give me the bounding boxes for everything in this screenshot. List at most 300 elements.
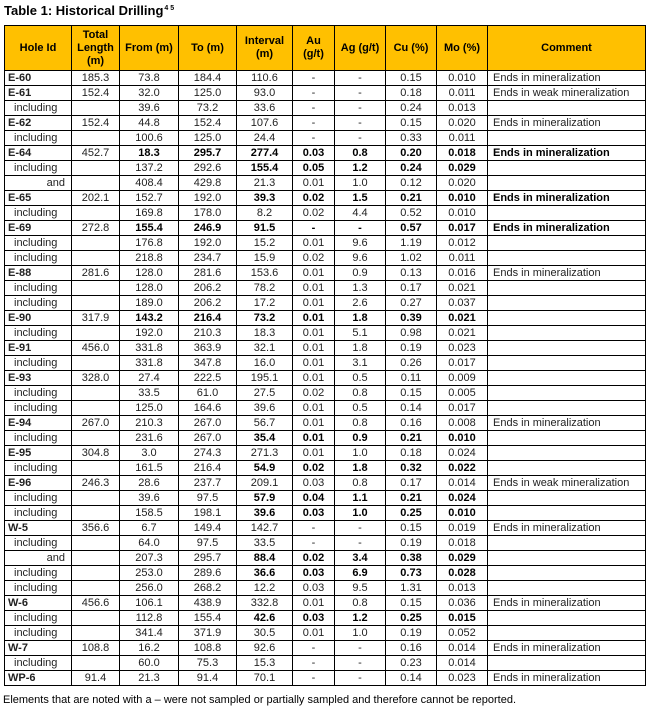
comment-cell (488, 176, 646, 191)
comment-cell (488, 326, 646, 341)
total-length-cell (72, 491, 120, 506)
interval-cell: 91.5 (237, 221, 293, 236)
table-row (5, 611, 646, 626)
mo-cell: 0.015 (437, 611, 488, 626)
mo-cell: 0.020 (437, 176, 488, 191)
mo-cell: 0.010 (437, 431, 488, 446)
ag-cell: 0.8 (335, 596, 386, 611)
hole-id-cell: including (5, 626, 72, 641)
hole-id-cell: including (5, 506, 72, 521)
comment-cell (488, 431, 646, 446)
mo-cell: 0.014 (437, 476, 488, 491)
table-row (5, 356, 646, 371)
au-cell: 0.02 (293, 551, 335, 566)
au-cell: 0.02 (293, 191, 335, 206)
total-length-cell: 317.9 (72, 311, 120, 326)
au-cell: - (293, 71, 335, 86)
ag-cell: - (335, 131, 386, 146)
hole-id-cell: E-93 (5, 371, 72, 386)
hole-id-cell: including (5, 386, 72, 401)
cu-cell: 0.18 (386, 446, 437, 461)
from-cell: 18.3 (120, 146, 179, 161)
to-cell: 206.2 (179, 296, 237, 311)
total-length-cell (72, 431, 120, 446)
hole-id-cell: including (5, 206, 72, 221)
ag-cell: 9.6 (335, 251, 386, 266)
from-cell: 143.2 (120, 311, 179, 326)
to-cell: 152.4 (179, 116, 237, 131)
total-length-cell (72, 161, 120, 176)
cu-cell: 0.19 (386, 341, 437, 356)
comment-cell (488, 491, 646, 506)
interval-cell: 17.2 (237, 296, 293, 311)
interval-cell: 70.1 (237, 671, 293, 686)
from-cell: 408.4 (120, 176, 179, 191)
from-cell: 161.5 (120, 461, 179, 476)
hole-id-cell: including (5, 251, 72, 266)
from-cell: 106.1 (120, 596, 179, 611)
to-cell: 429.8 (179, 176, 237, 191)
from-cell: 64.0 (120, 536, 179, 551)
ag-cell: - (335, 656, 386, 671)
interval-cell: 12.2 (237, 581, 293, 596)
total-length-cell (72, 536, 120, 551)
interval-cell: 15.3 (237, 656, 293, 671)
au-cell: 0.01 (293, 281, 335, 296)
cu-cell: 0.39 (386, 311, 437, 326)
comment-cell: Ends in mineralization (488, 671, 646, 686)
cu-cell: 0.17 (386, 281, 437, 296)
interval-cell: 24.4 (237, 131, 293, 146)
table-row (5, 446, 646, 461)
cu-cell: 0.15 (386, 386, 437, 401)
au-cell: 0.04 (293, 491, 335, 506)
au-cell: 0.01 (293, 311, 335, 326)
ag-cell: 0.8 (335, 416, 386, 431)
from-cell: 169.8 (120, 206, 179, 221)
comment-cell (488, 206, 646, 221)
au-cell: 0.01 (293, 431, 335, 446)
table-row (5, 191, 646, 206)
comment-cell: Ends in mineralization (488, 146, 646, 161)
mo-cell: 0.010 (437, 506, 488, 521)
comment-cell: Ends in mineralization (488, 641, 646, 656)
table-row (5, 386, 646, 401)
au-cell: - (293, 116, 335, 131)
to-cell: 295.7 (179, 146, 237, 161)
total-length-cell (72, 101, 120, 116)
interval-cell: 27.5 (237, 386, 293, 401)
to-cell: 184.4 (179, 71, 237, 86)
table-row (5, 236, 646, 251)
from-cell: 112.8 (120, 611, 179, 626)
hole-id-cell: including (5, 161, 72, 176)
cu-cell: 0.32 (386, 461, 437, 476)
column-header-from: From (m) (120, 26, 179, 71)
table-row (5, 491, 646, 506)
mo-cell: 0.036 (437, 596, 488, 611)
total-length-cell: 304.8 (72, 446, 120, 461)
to-cell: 125.0 (179, 86, 237, 101)
ag-cell: 5.1 (335, 326, 386, 341)
from-cell: 210.3 (120, 416, 179, 431)
au-cell: - (293, 221, 335, 236)
hole-id-cell: E-91 (5, 341, 72, 356)
comment-cell (488, 131, 646, 146)
ag-cell: - (335, 641, 386, 656)
comment-cell: Ends in weak mineralization (488, 86, 646, 101)
mo-cell: 0.014 (437, 656, 488, 671)
table-row (5, 551, 646, 566)
hole-id-cell: E-62 (5, 116, 72, 131)
total-length-cell: 456.0 (72, 341, 120, 356)
au-cell: - (293, 671, 335, 686)
cu-cell: 0.24 (386, 161, 437, 176)
table-row (5, 101, 646, 116)
mo-cell: 0.019 (437, 521, 488, 536)
mo-cell: 0.018 (437, 146, 488, 161)
hole-id-cell: E-95 (5, 446, 72, 461)
to-cell: 222.5 (179, 371, 237, 386)
total-length-cell: 328.0 (72, 371, 120, 386)
au-cell: 0.02 (293, 251, 335, 266)
to-cell: 274.3 (179, 446, 237, 461)
to-cell: 216.4 (179, 311, 237, 326)
hole-id-cell: including (5, 656, 72, 671)
cu-cell: 0.18 (386, 86, 437, 101)
table-row (5, 341, 646, 356)
column-header-cu: Cu (%) (386, 26, 437, 71)
comment-cell (488, 386, 646, 401)
mo-cell: 0.029 (437, 551, 488, 566)
comment-cell (488, 446, 646, 461)
interval-cell: 15.9 (237, 251, 293, 266)
hole-id-cell: including (5, 101, 72, 116)
au-cell: 0.01 (293, 236, 335, 251)
cu-cell: 0.52 (386, 206, 437, 221)
historical-drilling-table (4, 25, 646, 686)
hole-id-cell: including (5, 611, 72, 626)
ag-cell: - (335, 101, 386, 116)
interval-cell: 195.1 (237, 371, 293, 386)
mo-cell: 0.017 (437, 221, 488, 236)
ag-cell: 1.8 (335, 461, 386, 476)
mo-cell: 0.017 (437, 356, 488, 371)
to-cell: 178.0 (179, 206, 237, 221)
table-row (5, 596, 646, 611)
interval-cell: 15.2 (237, 236, 293, 251)
mo-cell: 0.013 (437, 101, 488, 116)
ag-cell: 9.5 (335, 581, 386, 596)
au-cell: - (293, 86, 335, 101)
mo-cell: 0.010 (437, 191, 488, 206)
cu-cell: 0.21 (386, 491, 437, 506)
table-header-row (5, 26, 646, 71)
total-length-cell (72, 281, 120, 296)
cu-cell: 0.20 (386, 146, 437, 161)
cu-cell: 0.15 (386, 596, 437, 611)
mo-cell: 0.009 (437, 371, 488, 386)
title-footnote-ref: 4 5 (164, 5, 175, 12)
from-cell: 44.8 (120, 116, 179, 131)
au-cell: 0.02 (293, 461, 335, 476)
to-cell: 192.0 (179, 191, 237, 206)
from-cell: 331.8 (120, 356, 179, 371)
to-cell: 246.9 (179, 221, 237, 236)
mo-cell: 0.022 (437, 461, 488, 476)
interval-cell: 33.6 (237, 101, 293, 116)
from-cell: 207.3 (120, 551, 179, 566)
from-cell: 125.0 (120, 401, 179, 416)
mo-cell: 0.013 (437, 581, 488, 596)
ag-cell: 1.8 (335, 341, 386, 356)
ag-cell: - (335, 671, 386, 686)
au-cell: 0.01 (293, 626, 335, 641)
table-row (5, 86, 646, 101)
au-cell: 0.01 (293, 296, 335, 311)
from-cell: 137.2 (120, 161, 179, 176)
cu-cell: 0.15 (386, 71, 437, 86)
table-row (5, 656, 646, 671)
mo-cell: 0.008 (437, 416, 488, 431)
from-cell: 100.6 (120, 131, 179, 146)
mo-cell: 0.037 (437, 296, 488, 311)
to-cell: 75.3 (179, 656, 237, 671)
interval-cell: 110.6 (237, 71, 293, 86)
interval-cell: 36.6 (237, 566, 293, 581)
interval-cell: 107.6 (237, 116, 293, 131)
from-cell: 158.5 (120, 506, 179, 521)
hole-id-cell: E-60 (5, 71, 72, 86)
total-length-cell: 272.8 (72, 221, 120, 236)
to-cell: 192.0 (179, 236, 237, 251)
hole-id-cell: including (5, 431, 72, 446)
hole-id-cell: including (5, 131, 72, 146)
hole-id-cell: including (5, 296, 72, 311)
mo-cell: 0.011 (437, 86, 488, 101)
au-cell: - (293, 656, 335, 671)
au-cell: - (293, 101, 335, 116)
table-row (5, 71, 646, 86)
ag-cell: 1.8 (335, 311, 386, 326)
to-cell: 61.0 (179, 386, 237, 401)
ag-cell: - (335, 521, 386, 536)
table-row (5, 566, 646, 581)
mo-cell: 0.021 (437, 326, 488, 341)
au-cell: 0.01 (293, 326, 335, 341)
comment-cell: Ends in mineralization (488, 416, 646, 431)
from-cell: 341.4 (120, 626, 179, 641)
interval-cell: 30.5 (237, 626, 293, 641)
comment-cell: Ends in mineralization (488, 191, 646, 206)
table-row (5, 131, 646, 146)
comment-cell (488, 356, 646, 371)
total-length-cell (72, 206, 120, 221)
from-cell: 253.0 (120, 566, 179, 581)
comment-cell (488, 371, 646, 386)
ag-cell: 1.0 (335, 176, 386, 191)
interval-cell: 33.5 (237, 536, 293, 551)
hole-id-cell: including (5, 401, 72, 416)
mo-cell: 0.016 (437, 266, 488, 281)
column-header-total-length: Total Length (m) (72, 26, 120, 71)
to-cell: 267.0 (179, 431, 237, 446)
total-length-cell (72, 326, 120, 341)
ag-cell: 0.9 (335, 431, 386, 446)
mo-cell: 0.021 (437, 311, 488, 326)
interval-cell: 209.1 (237, 476, 293, 491)
from-cell: 27.4 (120, 371, 179, 386)
table-row (5, 476, 646, 491)
column-header-au: Au (g/t) (293, 26, 335, 71)
au-cell: 0.01 (293, 446, 335, 461)
from-cell: 32.0 (120, 86, 179, 101)
total-length-cell (72, 656, 120, 671)
ag-cell: 4.4 (335, 206, 386, 221)
cu-cell: 0.57 (386, 221, 437, 236)
cu-cell: 0.15 (386, 116, 437, 131)
to-cell: 295.7 (179, 551, 237, 566)
mo-cell: 0.014 (437, 641, 488, 656)
hole-id-cell: including (5, 326, 72, 341)
ag-cell: 0.9 (335, 266, 386, 281)
hole-id-cell: E-64 (5, 146, 72, 161)
comment-cell: Ends in mineralization (488, 71, 646, 86)
mo-cell: 0.023 (437, 341, 488, 356)
cu-cell: 0.11 (386, 371, 437, 386)
mo-cell: 0.024 (437, 491, 488, 506)
to-cell: 237.7 (179, 476, 237, 491)
total-length-cell: 108.8 (72, 641, 120, 656)
cu-cell: 0.26 (386, 356, 437, 371)
ag-cell: - (335, 221, 386, 236)
au-cell: - (293, 521, 335, 536)
hole-id-cell: E-90 (5, 311, 72, 326)
to-cell: 149.4 (179, 521, 237, 536)
cu-cell: 0.33 (386, 131, 437, 146)
table-title (4, 3, 174, 18)
table-row (5, 266, 646, 281)
comment-cell (488, 536, 646, 551)
from-cell: 39.6 (120, 101, 179, 116)
table-row (5, 461, 646, 476)
total-length-cell: 185.3 (72, 71, 120, 86)
interval-cell: 271.3 (237, 446, 293, 461)
comment-cell (488, 101, 646, 116)
table-row (5, 371, 646, 386)
au-cell: 0.01 (293, 416, 335, 431)
table-row (5, 221, 646, 236)
mo-cell: 0.005 (437, 386, 488, 401)
total-length-cell (72, 401, 120, 416)
cu-cell: 0.21 (386, 191, 437, 206)
interval-cell: 277.4 (237, 146, 293, 161)
hole-id-cell: E-96 (5, 476, 72, 491)
total-length-cell (72, 386, 120, 401)
interval-cell: 32.1 (237, 341, 293, 356)
ag-cell: 0.5 (335, 401, 386, 416)
comment-cell: Ends in weak mineralization (488, 476, 646, 491)
cu-cell: 1.31 (386, 581, 437, 596)
comment-cell (488, 281, 646, 296)
table-row (5, 281, 646, 296)
comment-cell (488, 461, 646, 476)
cu-cell: 0.16 (386, 416, 437, 431)
from-cell: 33.5 (120, 386, 179, 401)
au-cell: 0.05 (293, 161, 335, 176)
interval-cell: 16.0 (237, 356, 293, 371)
table-row (5, 296, 646, 311)
au-cell: 0.03 (293, 146, 335, 161)
hole-id-cell: E-65 (5, 191, 72, 206)
from-cell: 21.3 (120, 671, 179, 686)
comment-cell (488, 401, 646, 416)
mo-cell: 0.011 (437, 131, 488, 146)
hole-id-cell: E-69 (5, 221, 72, 236)
total-length-cell (72, 236, 120, 251)
cu-cell: 0.13 (386, 266, 437, 281)
cu-cell: 0.19 (386, 536, 437, 551)
ag-cell: 9.6 (335, 236, 386, 251)
interval-cell: 54.9 (237, 461, 293, 476)
interval-cell: 8.2 (237, 206, 293, 221)
column-header-mo: Mo (%) (437, 26, 488, 71)
mo-cell: 0.020 (437, 116, 488, 131)
hole-id-cell: E-61 (5, 86, 72, 101)
total-length-cell: 267.0 (72, 416, 120, 431)
table-row (5, 326, 646, 341)
ag-cell: 3.1 (335, 356, 386, 371)
table-row (5, 626, 646, 641)
interval-cell: 56.7 (237, 416, 293, 431)
hole-id-cell: including (5, 491, 72, 506)
total-length-cell: 456.6 (72, 596, 120, 611)
total-length-cell: 281.6 (72, 266, 120, 281)
from-cell: 218.8 (120, 251, 179, 266)
total-length-cell: 452.7 (72, 146, 120, 161)
from-cell: 331.8 (120, 341, 179, 356)
interval-cell: 153.6 (237, 266, 293, 281)
cu-cell: 1.19 (386, 236, 437, 251)
mo-cell: 0.028 (437, 566, 488, 581)
total-length-cell (72, 356, 120, 371)
hole-id-cell: including (5, 581, 72, 596)
total-length-cell (72, 296, 120, 311)
table-row (5, 251, 646, 266)
cu-cell: 0.73 (386, 566, 437, 581)
interval-cell: 21.3 (237, 176, 293, 191)
au-cell: 0.01 (293, 176, 335, 191)
comment-cell (488, 611, 646, 626)
hole-id-cell: W-7 (5, 641, 72, 656)
interval-cell: 57.9 (237, 491, 293, 506)
comment-cell (488, 551, 646, 566)
to-cell: 73.2 (179, 101, 237, 116)
comment-cell (488, 296, 646, 311)
to-cell: 91.4 (179, 671, 237, 686)
hole-id-cell: W-6 (5, 596, 72, 611)
to-cell: 292.6 (179, 161, 237, 176)
hole-id-cell: WP-6 (5, 671, 72, 686)
ag-cell: 1.2 (335, 611, 386, 626)
from-cell: 256.0 (120, 581, 179, 596)
to-cell: 198.1 (179, 506, 237, 521)
mo-cell: 0.024 (437, 446, 488, 461)
from-cell: 3.0 (120, 446, 179, 461)
interval-cell: 39.6 (237, 506, 293, 521)
ag-cell: 1.0 (335, 446, 386, 461)
cu-cell: 1.02 (386, 251, 437, 266)
